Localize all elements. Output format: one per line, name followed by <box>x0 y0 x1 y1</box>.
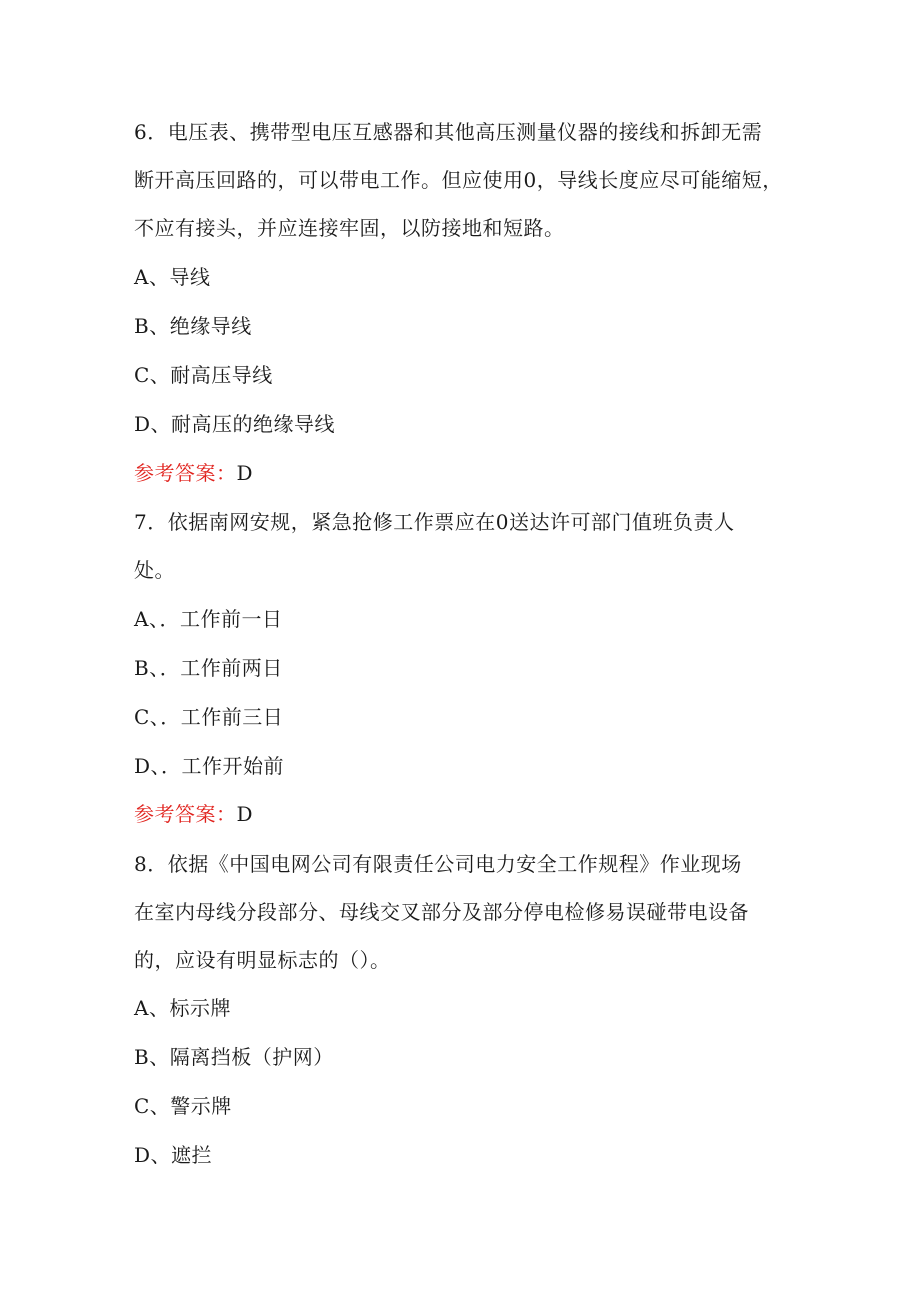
answer-value: D <box>236 461 254 485</box>
question-8-option-a: A、标示牌 <box>134 996 231 1020</box>
question-6-option-d: D、耐高压的绝缘导线 <box>134 412 336 436</box>
question-6-answer <box>134 459 834 487</box>
question-7-option-d: D、．工作开始前 <box>134 754 285 778</box>
question-6-option-b: B、绝缘导线 <box>134 314 252 338</box>
question-6-text-line-2: 断开高压回路的，可以带电工作。但应使用0，导线长度应尽可能缩短， <box>134 168 783 192</box>
question-8-text-line-2: 在室内母线分段部分、母线交叉部分及部分停电检修易误碰带电设备 <box>134 900 749 924</box>
question-6-text-line-3: 不应有接头，并应连接牢固，以防接地和短路。 <box>134 216 565 240</box>
question-8-text-line-1: 8．依据《中国电网公司有限责任公司电力安全工作规程》作业现场 <box>134 852 742 876</box>
question-7-text-line-1: 7．依据南网安规，紧急抢修工作票应在0送达许可部门值班负责人 <box>134 510 735 534</box>
question-7-option-a: A、．工作前一日 <box>134 607 283 631</box>
question-7-answer <box>134 800 834 828</box>
question-6-option-a: A、导线 <box>134 265 211 289</box>
answer-label: 参考答案： <box>134 802 237 826</box>
question-7-text-line-2: 处。 <box>134 558 175 582</box>
answer-value: D <box>236 802 254 826</box>
question-8-text-line-3: 的，应设有明显标志的（）。 <box>134 948 391 972</box>
question-8-option-c: C、警示牌 <box>134 1094 232 1118</box>
question-6-option-c: C、耐高压导线 <box>134 363 273 387</box>
question-7-option-b: B、．工作前两日 <box>134 656 283 680</box>
answer-label: 参考答案： <box>134 461 237 485</box>
question-8-option-b: B、隔离挡板（护网） <box>134 1045 334 1069</box>
question-6-text-line-1: 6．电压表、携带型电压互感器和其他高压测量仪器的接线和拆卸无需 <box>134 120 763 144</box>
question-7-option-c: C、．工作前三日 <box>134 705 284 729</box>
question-8-option-d: D、遮拦 <box>134 1143 213 1167</box>
